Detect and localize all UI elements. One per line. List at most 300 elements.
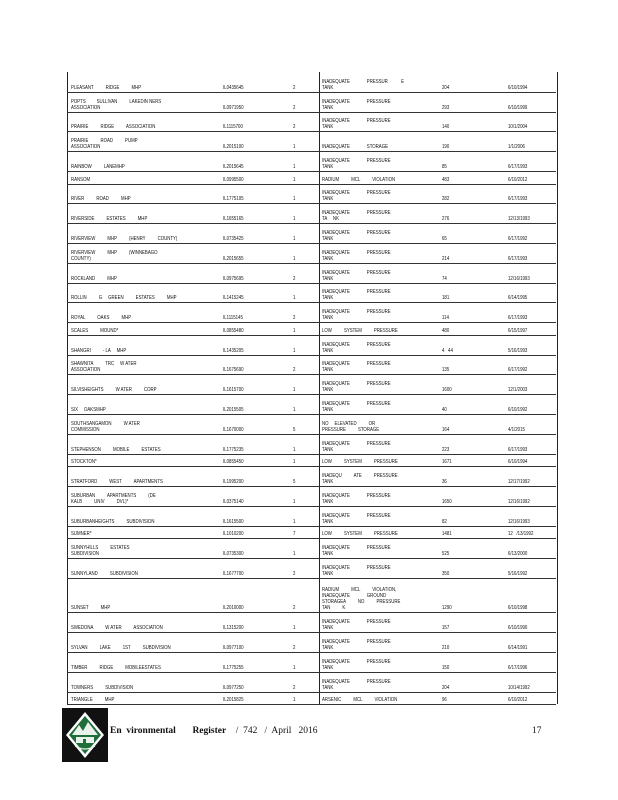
violation-reason	[322, 545, 391, 557]
facility-name	[71, 99, 161, 111]
facility-id: IL0855480	[223, 327, 244, 334]
population-count: 2	[293, 84, 296, 91]
violation-reason-line: NO ELEVATED OR	[322, 420, 376, 427]
violation-reason-line: TANK	[322, 407, 334, 413]
listing-date: 6/10/1994	[508, 459, 528, 466]
population-count: 1	[293, 176, 296, 183]
violation-reason-line: INADEQUATE PRESSURE	[322, 118, 391, 125]
facility-id: IL2015505	[223, 407, 244, 413]
facility-id: IL2015655	[223, 255, 244, 262]
population-served: 85	[442, 164, 447, 171]
violation-reason	[322, 99, 391, 111]
facility-name-line: TRIANGLE MHP	[71, 696, 115, 703]
violation-reason-line: INADEQUATE PRESSURE	[322, 564, 391, 571]
violation-reason	[322, 158, 391, 170]
listing-date: 5/16/1992	[508, 570, 528, 577]
facility-name	[71, 177, 90, 183]
facility-name-line: SUBURBAN APARTMENTS (DE	[71, 492, 156, 499]
facility-name-line: ASSOCIATION	[71, 367, 101, 374]
facility-name	[71, 493, 156, 505]
listing-date: 6/10/2012	[508, 176, 528, 183]
facility-name-line: TIMBER RIDGE MOBILEESTATES	[71, 664, 161, 671]
facility-name-line: SUNSET MHP	[71, 605, 111, 612]
violation-reason	[322, 230, 391, 242]
violation-reason	[322, 401, 391, 413]
population-count: 1	[293, 459, 296, 466]
facility-name-line: SCALES MOUND*	[71, 327, 119, 334]
table-row	[67, 538, 556, 559]
violation-reason	[322, 177, 395, 183]
violation-reason	[322, 531, 398, 537]
violation-reason-line: ARSENIC MCL VIOLATION	[322, 696, 398, 703]
listing-date: 6/15/1997	[508, 327, 528, 334]
violation-reason	[322, 697, 397, 703]
violation-reason-line: TANK	[322, 570, 334, 577]
violation-reason-line: TANK	[322, 550, 334, 557]
population-count: 1	[293, 407, 296, 413]
facility-name-line: STEPHENSON MOBILE ESTATES	[71, 446, 161, 453]
facility-name	[71, 531, 92, 537]
population-served: 214	[442, 255, 450, 262]
facility-name-line: STRATFORD WEST APARTMENTS	[71, 478, 163, 485]
violation-reason-line: LOW SYSTEM PRESSURE	[322, 327, 398, 334]
facility-name	[71, 519, 155, 525]
facility-name	[71, 479, 163, 485]
table-row	[67, 131, 556, 152]
facility-name	[71, 605, 110, 611]
violation-reason-line: INADEQUATE PRESSURE	[322, 210, 391, 217]
violation-reason	[322, 361, 391, 373]
facility-id: IL1435205	[223, 347, 244, 354]
listing-date: 6/17/1993	[508, 196, 528, 203]
violation-reason-line: PRESSURE STORAGE	[322, 426, 380, 433]
violation-reason-line: INADEQUATE PRESSURE	[322, 289, 391, 296]
violation-reason-line: INADEQUATE PRESSURE	[322, 158, 391, 165]
table-row	[67, 374, 556, 395]
population-count: 7	[293, 530, 296, 537]
violation-reason-line: TANK	[322, 367, 334, 374]
table-row	[67, 184, 556, 205]
listing-date: 12/1/2003	[508, 387, 528, 394]
facility-name-line: TOWNERS SUBDIVISION	[71, 684, 134, 691]
facility-name	[71, 196, 131, 202]
facility-name-line: KALB UNIV DVL)*	[71, 498, 129, 505]
facility-name	[71, 85, 141, 91]
table-row	[67, 558, 556, 579]
facility-id: IL1655165	[223, 216, 244, 223]
facility-id: IL1010200	[223, 530, 244, 537]
facility-id: IL0971950	[223, 104, 244, 111]
table-row	[67, 203, 556, 224]
population-count: 2	[293, 104, 296, 111]
register-logo-icon	[62, 708, 108, 762]
violation-reason	[322, 587, 400, 611]
facility-name-line: PRAIRIE ROAD PUMP	[71, 138, 138, 145]
violation-reason-line: TA NK	[322, 216, 340, 223]
table-row	[67, 355, 556, 376]
page-footer	[0, 704, 618, 774]
footer-title: En vironmental	[110, 726, 176, 736]
facility-name	[71, 447, 161, 453]
population-served: 150	[442, 664, 450, 671]
violation-reason	[322, 342, 391, 354]
violation-reason	[322, 289, 391, 301]
population-count: 1	[293, 518, 296, 525]
facility-id: IL1775235	[223, 446, 244, 453]
population-count: 1	[293, 625, 296, 632]
population-served: 4 44	[442, 347, 453, 354]
listing-date: 12/16/1993	[508, 518, 530, 525]
facility-id: IL1775255	[223, 664, 244, 671]
table-row	[67, 302, 556, 323]
facility-name-line: PRAIRIE RIDGE ASSOCIATION	[71, 124, 156, 131]
facility-name-line: SUBDIVISION	[71, 550, 100, 557]
facility-name-line: ASSOCIATION	[71, 144, 101, 151]
population-served: 204	[442, 684, 450, 691]
facility-name-line: SUMNER*	[71, 530, 92, 537]
listing-date: 6/13/2000	[508, 550, 528, 557]
population-served: 140	[442, 124, 450, 131]
facility-name	[71, 545, 130, 557]
facility-name	[71, 164, 125, 170]
violation-reason-line: STORAGEA NO PRESSURE	[322, 599, 401, 606]
table-row	[67, 223, 556, 244]
population-served: 96	[442, 696, 447, 703]
table-row	[67, 283, 556, 304]
listing-date: 10/14/1992	[508, 684, 530, 691]
population-served: 1671	[442, 459, 452, 466]
population-served: 525	[442, 550, 450, 557]
facility-name	[71, 645, 171, 651]
facility-name-line: RIVERVIEW MHP (WINNEBAGO	[71, 249, 158, 256]
listing-date: 12/16/1993	[508, 275, 530, 282]
population-count: 1	[293, 164, 296, 171]
listing-date: 6/10/1994	[508, 84, 528, 91]
population-served: 135	[442, 367, 450, 374]
facility-name-line: COUNTY)	[71, 255, 91, 262]
facility-name-line: RAINBOW LANEMHP	[71, 164, 125, 171]
violation-reason-line: TANK	[322, 196, 334, 203]
table-row	[67, 692, 556, 705]
population-count: 1	[293, 327, 296, 334]
violation-reason-line: INADEQUATE PRESSURE	[322, 658, 391, 665]
facility-name	[71, 250, 157, 262]
violation-reason-line: TANK	[322, 104, 334, 111]
facility-name	[71, 315, 131, 321]
facility-name	[71, 348, 126, 354]
violation-reason-line: TANK	[322, 644, 334, 651]
listing-date: 6/17/1992	[508, 367, 528, 374]
table-row	[67, 322, 556, 335]
listing-date: 6/10/1990	[508, 625, 528, 632]
population-count: 1	[293, 498, 296, 505]
population-count: 1	[293, 550, 296, 557]
violation-reason	[322, 309, 391, 321]
violation-reason	[322, 473, 398, 485]
violation-reason-line: INADEQUATE PRESSURE	[322, 269, 391, 276]
violation-reason	[322, 210, 391, 222]
population-count: 1	[293, 387, 296, 394]
facility-id: IL1615500	[223, 518, 244, 525]
violation-reason-line: INADEQUATE PRESSURE	[322, 381, 391, 388]
facility-name	[71, 665, 161, 671]
violation-reason	[322, 459, 398, 465]
listing-date: 4/1/2015	[508, 426, 525, 433]
violation-reason-line: TAN K	[322, 605, 346, 612]
population-served: 293	[442, 104, 450, 111]
facility-name	[71, 387, 157, 393]
population-count: 1	[293, 295, 296, 302]
population-served: 40	[442, 407, 447, 413]
population-served: 282	[442, 196, 450, 203]
table-row	[67, 526, 556, 539]
facility-id: IL0735300	[223, 550, 244, 557]
facility-id: IL0977250	[223, 684, 244, 691]
population-count: 1	[293, 216, 296, 223]
facility-name-line: PLEASANT RIDGE MHP	[71, 84, 142, 91]
violation-reason-line: INADEQUATE PRESSUR E	[322, 78, 404, 85]
facility-name	[71, 276, 117, 282]
population-count: 1	[293, 235, 296, 242]
listing-date: 6/14/1991	[508, 644, 528, 651]
facility-id: IL0995500	[223, 176, 244, 183]
violation-reason	[322, 565, 391, 577]
listing-date: 6/10/1998	[508, 605, 528, 612]
violation-reason-line: LOW SYSTEM PRESSURE	[322, 530, 398, 537]
population-count: 2	[293, 605, 296, 612]
table-row	[67, 92, 556, 113]
listing-date: 6/10/2012	[508, 696, 528, 703]
listing-date: 6/17/1993	[508, 255, 528, 262]
population-count: 1	[293, 196, 296, 203]
facility-name	[71, 295, 177, 301]
population-served: 350	[442, 570, 450, 577]
violation-reason-line: INADEQUATE PRESSURE	[322, 190, 391, 197]
violation-reason	[322, 639, 391, 651]
facility-name-line: ROCKLAND MHP	[71, 275, 117, 282]
table-row	[67, 151, 556, 172]
facility-name-line: SILVISHEIGHTS W ATER CORP	[71, 387, 157, 394]
facility-name	[71, 361, 136, 373]
violation-reason-line: TANK	[322, 498, 334, 505]
violation-reason	[322, 270, 391, 282]
table-row	[67, 243, 556, 264]
population-count: 2	[293, 684, 296, 691]
population-served: 1481	[442, 530, 452, 537]
facility-name	[71, 421, 140, 433]
facility-id: IL1670000	[223, 426, 244, 433]
population-count: 2	[293, 315, 296, 322]
facility-id: IL1677700	[223, 570, 244, 577]
table-row	[67, 394, 556, 415]
footer-issue: / 742 / April 2016	[235, 726, 318, 736]
population-count: 1	[293, 696, 296, 703]
population-count: 5	[293, 426, 296, 433]
facility-name-line: SOUTHSANGAMON W ATER	[71, 420, 140, 427]
population-count: 1	[293, 446, 296, 453]
facility-name-line: STOCKTON*	[71, 459, 97, 466]
population-count: 2	[293, 644, 296, 651]
table-row	[67, 72, 556, 93]
facility-name	[71, 571, 138, 577]
listing-date: 12/17/1992	[508, 478, 530, 485]
violation-reason-line: TANK	[322, 625, 334, 632]
table-row	[67, 454, 556, 467]
facility-name-line: POPTS SULLIVAN LAKEDIN NERS	[71, 98, 162, 105]
population-count: 1	[293, 144, 296, 151]
facility-name	[71, 697, 114, 703]
facility-name-line: RIVERVIEW MHP (HENRY COUNTY)	[71, 235, 178, 242]
page-number: 17	[532, 726, 542, 736]
table-row	[67, 171, 556, 184]
facility-id: IL0435645	[223, 84, 244, 91]
violation-reason-line: INADEQUATE PRESSURE	[322, 678, 391, 685]
violation-reason	[322, 79, 404, 91]
footer-register: Register	[192, 726, 227, 736]
violation-reason-line: RADIUM MCL VIOLATION	[322, 176, 396, 183]
population-served: 223	[442, 446, 450, 453]
facility-name	[71, 216, 147, 222]
population-served: 65	[442, 235, 447, 242]
violation-reason-line: RADIUM MCL VIOLATION,	[322, 587, 397, 594]
table-row	[67, 263, 556, 284]
violation-reason-line: TANK	[322, 446, 334, 453]
violation-reason-line: INADEQUATE PRESSURE	[322, 440, 391, 447]
listing-date: 6/17/1992	[508, 235, 528, 242]
listing-date: 12 /13/1992	[508, 530, 534, 537]
population-served: 164	[442, 426, 450, 433]
violation-reason-line: LOW SYSTEM PRESSURE	[322, 459, 398, 466]
population-served: 82	[442, 518, 447, 525]
facility-id: IL2015825	[223, 696, 244, 703]
facility-id: IL1995200	[223, 478, 244, 485]
listing-date: 1/1/2006	[508, 144, 525, 151]
population-count: 2	[293, 570, 296, 577]
population-served: 276	[442, 216, 450, 223]
population-count: 2	[293, 275, 296, 282]
violation-reason-line: TANK	[322, 664, 334, 671]
facility-name-line: SUNNYHILLS ESTATES	[71, 544, 130, 551]
violation-reason-line: INADEQUATE GROUND	[322, 593, 387, 600]
listing-date: 6/17/1993	[508, 164, 528, 171]
listing-date: 6/10/1992	[508, 407, 528, 413]
violation-reason-line: TANK	[322, 518, 334, 525]
table-row	[67, 652, 556, 673]
listing-date: 6/17/1996	[508, 664, 528, 671]
facility-name-line: SHANGRI - LA MHP	[71, 347, 127, 354]
population-count: 2	[293, 367, 296, 374]
violation-reason-line: TANK	[322, 255, 334, 262]
listing-date: 6/10/1999	[508, 104, 528, 111]
violation-reason-line: INADEQUATE PRESSURE	[322, 361, 391, 368]
violation-reason-line: TANK	[322, 235, 334, 242]
population-count: 5	[293, 478, 296, 485]
violation-reason	[322, 250, 391, 262]
facility-name-line: RIVER ROAD MHP	[71, 196, 131, 203]
violation-reason-line: TANK	[322, 684, 334, 691]
violation-reason-line: INADEQUATE PRESSURE	[322, 341, 391, 348]
facility-name-line: RIVERSIDE ESTATES MHP	[71, 216, 148, 223]
population-count: 1	[293, 255, 296, 262]
population-count: 1	[293, 347, 296, 354]
population-count: 2	[293, 124, 296, 131]
population-served: 483	[442, 176, 450, 183]
violation-reason	[322, 381, 391, 393]
violation-reason-line: INADEQUATE PRESSURE	[322, 512, 391, 519]
facility-name-line: ROYAL OAKS MHP	[71, 315, 132, 322]
population-served: 181	[442, 295, 450, 302]
facility-id: IL2015645	[223, 164, 244, 171]
table-row	[67, 612, 556, 633]
table-row	[67, 672, 556, 693]
facility-id: IL1615700	[223, 387, 244, 394]
listing-date: 6/14/1995	[508, 295, 528, 302]
facility-name	[71, 124, 155, 130]
facility-id: IL0375140	[223, 498, 244, 505]
facility-id: IL0975695	[223, 275, 244, 282]
violation-reason-line: INADEQUATE STORAGE	[322, 144, 388, 151]
table-row	[67, 578, 556, 614]
facility-name-line: SYLVAN LAKE 1ST SUBDIVISION	[71, 644, 171, 651]
violation-reason	[322, 619, 391, 631]
facility-id: IL2010000	[223, 605, 244, 612]
violation-reason-line: TANK	[322, 295, 334, 302]
facility-name-line: ASSOCIATION	[71, 104, 101, 111]
facility-name	[71, 459, 97, 465]
table-row	[67, 486, 556, 507]
listing-date: 6/17/1993	[508, 315, 528, 322]
violation-reason-line: TANK	[322, 124, 334, 131]
listing-date: 5/16/1993	[508, 347, 528, 354]
violation-reason-line: TANK	[322, 275, 334, 282]
violation-reason-line: TANK	[322, 478, 334, 485]
facility-name	[71, 138, 138, 150]
table-row	[67, 506, 556, 527]
violation-reason	[322, 421, 379, 433]
violation-reason-line: INADEQUATE PRESSURE	[322, 619, 391, 626]
facility-name-line: SUBURBANHEIGHTS SUBDIVISION	[71, 518, 155, 525]
violation-reason	[322, 493, 391, 505]
facility-name-line: RANSOM	[71, 176, 91, 183]
facility-name-line: ROLLIN G GREEN ESTATES MHP	[71, 295, 177, 302]
population-served: 74	[442, 275, 447, 282]
listing-date: 12/13/1993	[508, 216, 530, 223]
facility-id: IL0855450	[223, 459, 244, 466]
table-row	[67, 335, 556, 356]
violation-reason-line: TANK	[322, 387, 334, 394]
population-served: 1650	[442, 498, 452, 505]
violation-reason	[322, 441, 391, 453]
violation-reason-line: INADEQUATE PRESSURE	[322, 309, 391, 316]
violation-reason-line: INADEQUATE PRESSURE	[322, 401, 391, 407]
facility-name-line: SIX OAKSMHP	[71, 407, 106, 413]
facility-id: IL1315200	[223, 625, 244, 632]
facility-name-line: SHAWNITA TRC W ATER	[71, 361, 137, 368]
facility-id: IL1775105	[223, 196, 244, 203]
listing-date: 10/1/2004	[508, 124, 528, 131]
facility-name	[71, 625, 163, 631]
population-served: 210	[442, 644, 450, 651]
facility-name	[71, 685, 133, 691]
facility-id: IL1115700	[223, 124, 243, 131]
facility-name-line: SUNNYLAND SUBDIVISION	[71, 570, 138, 577]
violation-reason	[322, 679, 391, 691]
population-count: 1	[293, 664, 296, 671]
violation-reason-line: TANK	[322, 84, 334, 91]
violation-reason-line: TANK	[322, 164, 334, 171]
facility-name	[71, 328, 118, 334]
facility-id: IL0735425	[223, 235, 244, 242]
